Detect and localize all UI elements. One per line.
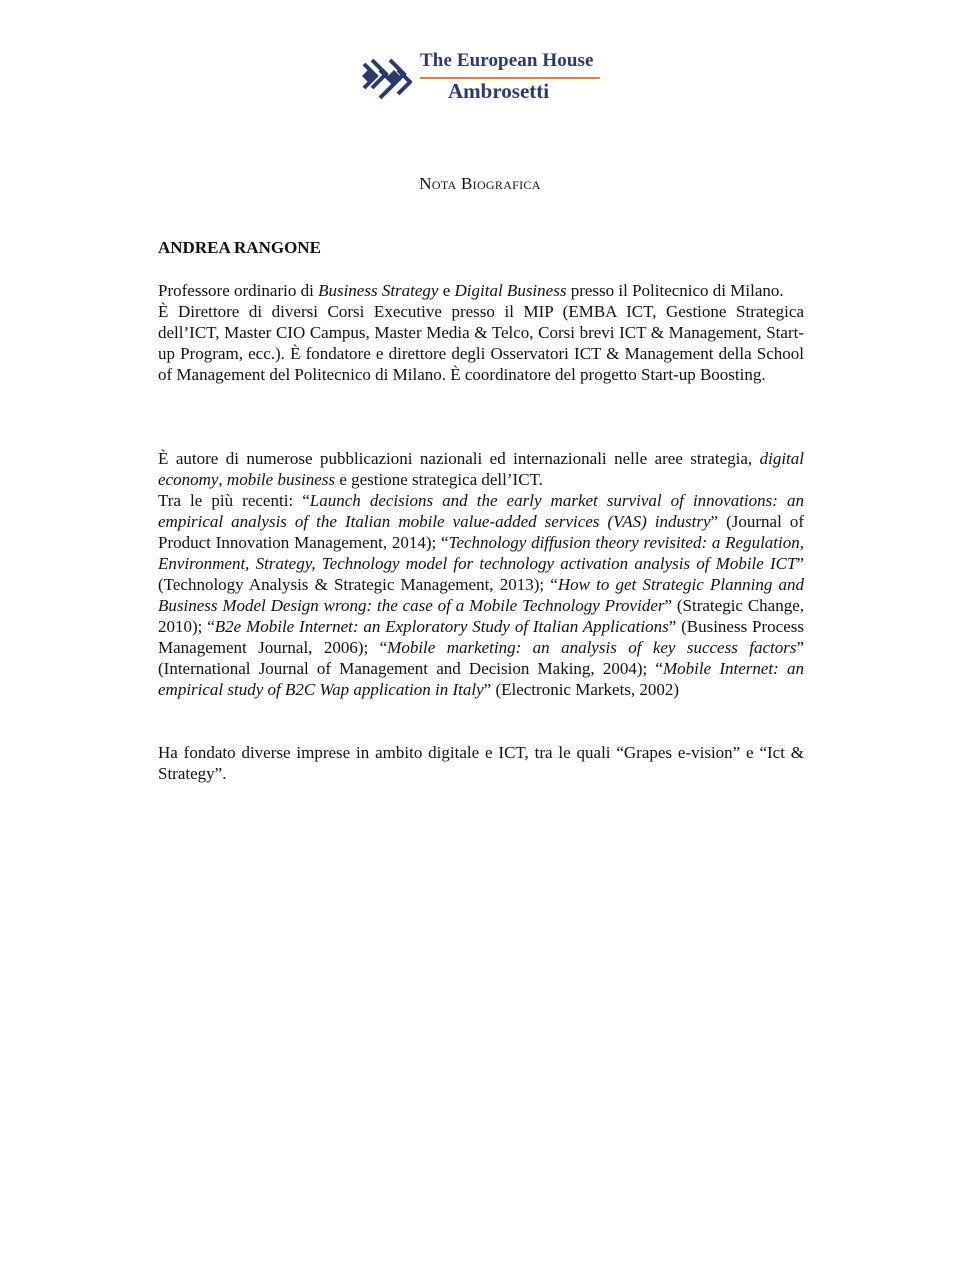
text-run: e bbox=[438, 281, 455, 300]
text-run: , bbox=[218, 470, 227, 489]
publication-title: Mobile marketing: an analysis of key success factors bbox=[387, 638, 797, 657]
publication-title: How to get Strategic Planning and Business Model Design wrong: the case of a Mobile Technology Provider bbox=[158, 575, 804, 615]
text-run: presso il Politecnico di Milano. bbox=[566, 281, 784, 300]
logo-text-line1: The European House bbox=[420, 50, 594, 71]
publication-source: ” (International Journal of Management and Decision Making, 2004); “ bbox=[158, 638, 804, 678]
publication-source: ” (Strategic Change, 2010); “ bbox=[158, 596, 804, 636]
ambrosetti-logo-icon bbox=[360, 56, 412, 102]
document-title: Nota Biografica bbox=[419, 174, 541, 193]
publication-title: Launch decisions and the early market survival of innovations: an empirical analysis of the Italian mobile value-added services (VAS) industry bbox=[158, 491, 804, 531]
text-run: Professore ordinario di bbox=[158, 281, 319, 300]
paragraph-line: Ha fondato diverse imprese in ambito digitale e ICT, tra le quali “Grapes e-vision” e “Ict & Strategy”. bbox=[158, 743, 804, 783]
paragraph-line bbox=[158, 448, 804, 490]
author-name: ANDREA RANGONE bbox=[158, 238, 321, 257]
text-run: Tra le più recenti: “ bbox=[158, 491, 310, 510]
publication-title: Mobile Internet: an empirical study of B2C Wap application in Italy bbox=[158, 659, 804, 699]
company-logo bbox=[360, 50, 610, 106]
publication-title: B2e Mobile Internet: an Exploratory Study of Italian Applications bbox=[214, 617, 669, 636]
logo-text-line2: Ambrosetti bbox=[448, 79, 550, 103]
publication-source: ” (Business Process Management Journal, 2006); “ bbox=[158, 617, 804, 657]
publication-source: ” (Technology Analysis & Strategic Management, 2013); “ bbox=[158, 554, 804, 594]
paragraph-line: È Direttore di diversi Corsi Executive presso il MIP (EMBA ICT, Gestione Strategica dell’ICT, Master CIO Campus, Master Media & Telco, Corsi brevi ICT & Management, Start-up Program, ecc.). È fondatore e direttore degli Osservatori ICT & Management della School of Management del Politecnico di Milano. È coordinatore del progetto Start-up Boosting. bbox=[158, 302, 804, 384]
text-run-italic: mobile business bbox=[226, 470, 336, 489]
bio-paragraph-companies bbox=[158, 742, 804, 784]
publication-source: ” (Journal of Product Innovation Management, 2014); “ bbox=[158, 512, 804, 552]
paragraph-line bbox=[158, 280, 804, 301]
publication-title: Technology diffusion theory revisited: a Regulation, Environment, Strategy, Technology model for technology activation analysis of Mobile ICT bbox=[158, 533, 805, 573]
text-run-italic: digital economy bbox=[158, 449, 804, 489]
text-run-italic: Business Strategy bbox=[318, 281, 439, 300]
text-run: e gestione strategica dell’ICT. bbox=[335, 470, 543, 489]
text-run-italic: Digital Business bbox=[454, 281, 567, 300]
paragraph-line bbox=[158, 490, 804, 700]
text-run: È autore di numerose pubblicazioni nazionali ed internazionali nelle aree strategia, bbox=[158, 449, 760, 468]
bio-paragraph-role bbox=[158, 280, 804, 385]
publication-source: ” (Electronic Markets, 2002) bbox=[483, 680, 680, 699]
bio-paragraph-publications bbox=[158, 448, 804, 700]
